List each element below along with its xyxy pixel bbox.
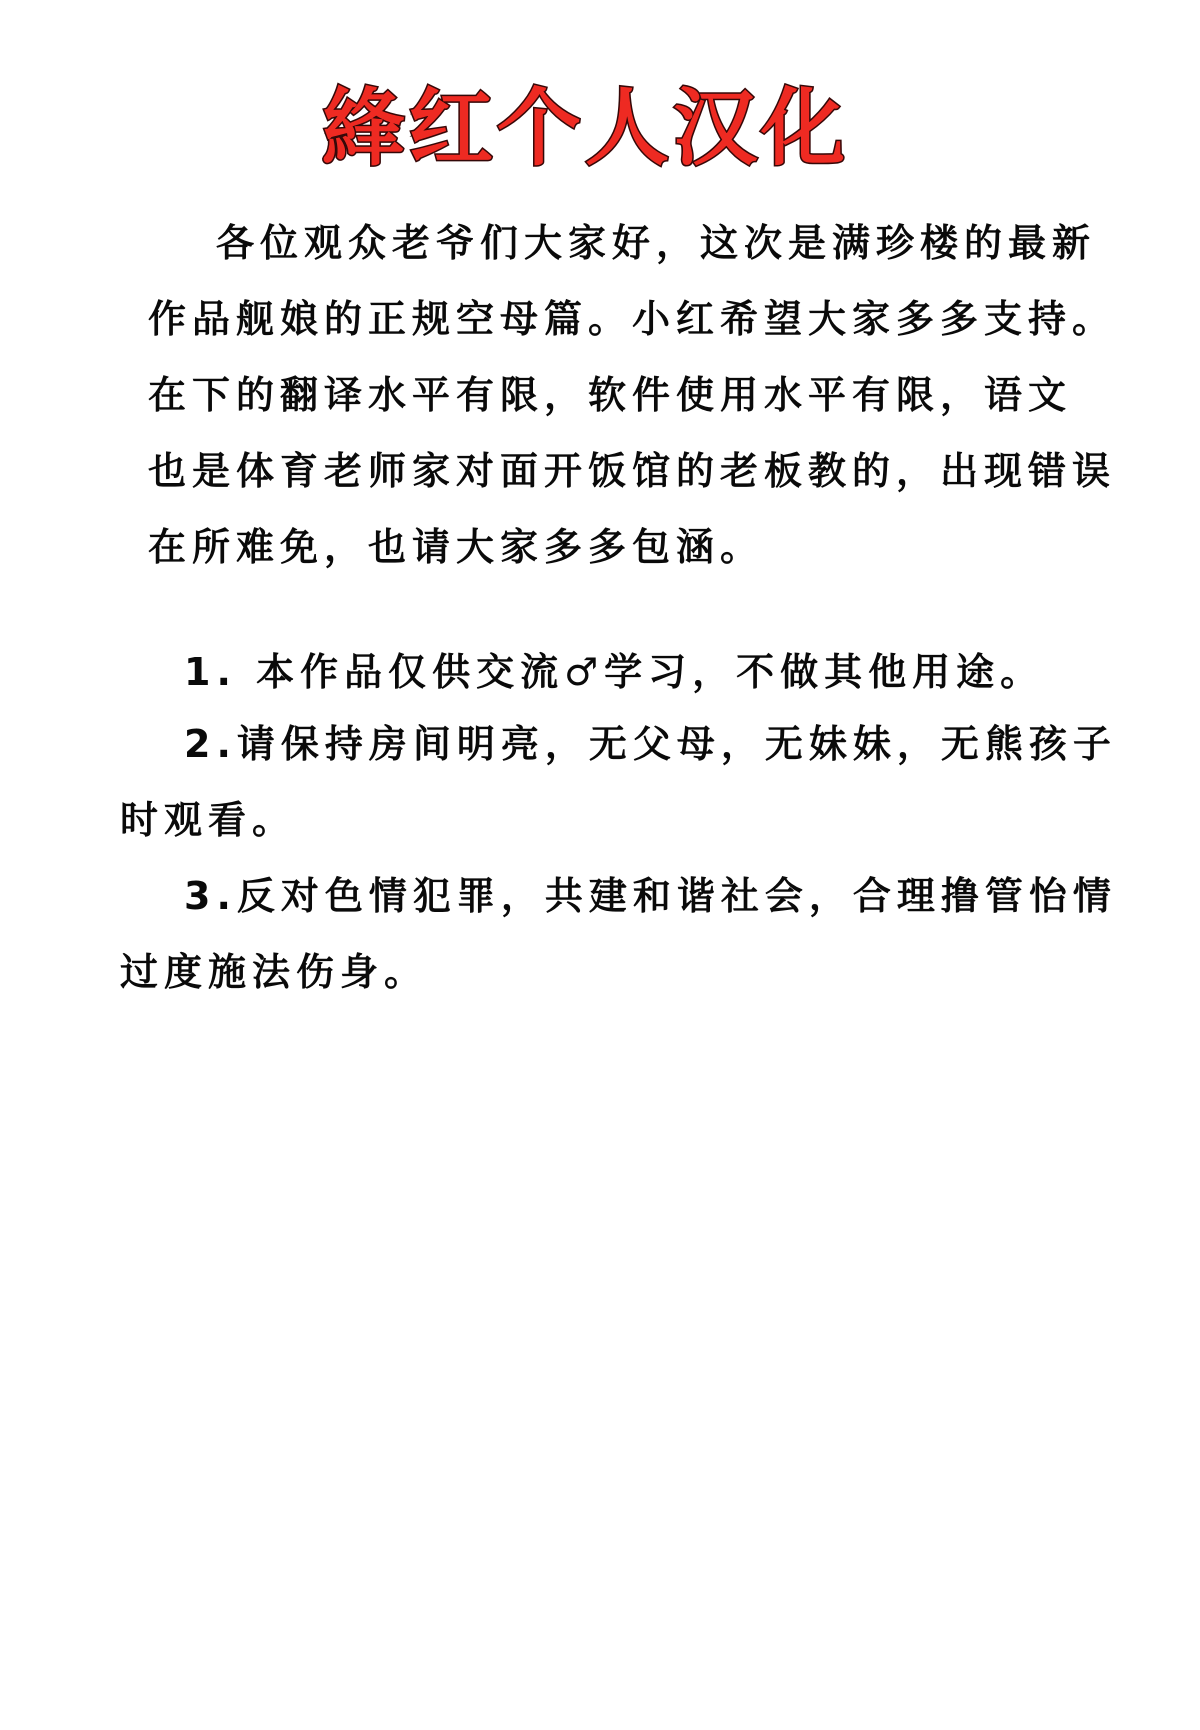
intro-line: 各位观众老爷们大家好，这次是满珍楼的最新: [216, 221, 1097, 265]
rule-item-3: [120, 858, 1120, 1010]
rule-line: 1. 本作品仅供交流♂学习，不做其他用途。: [184, 650, 1045, 694]
rule-item-1: [120, 634, 1120, 710]
rule-line: 过度施法伤身。: [120, 950, 429, 994]
intro-paragraph: [148, 205, 1128, 585]
rule-line: 2.请保持房间明亮，无父母，无妹妹，无熊孩子: [184, 722, 1117, 766]
intro-line: 在下的翻译水平有限，软件使用水平有限，语文: [148, 373, 1073, 417]
page-title: 綘红个人汉化: [320, 79, 849, 177]
intro-line: 作品舰娘的正规空母篇。小红希望大家多多支持。: [148, 297, 1117, 341]
rule-line: 3.反对色情犯罪，共建和谐社会，合理撸管怡情: [184, 874, 1117, 918]
intro-line: 在所难免，也请大家多多包涵。: [148, 525, 765, 569]
rule-line: 时观看。: [120, 798, 297, 842]
intro-line: 也是体育老师家对面开饭馆的老板教的，出现错误: [148, 449, 1117, 493]
rule-item-2: [120, 706, 1120, 858]
